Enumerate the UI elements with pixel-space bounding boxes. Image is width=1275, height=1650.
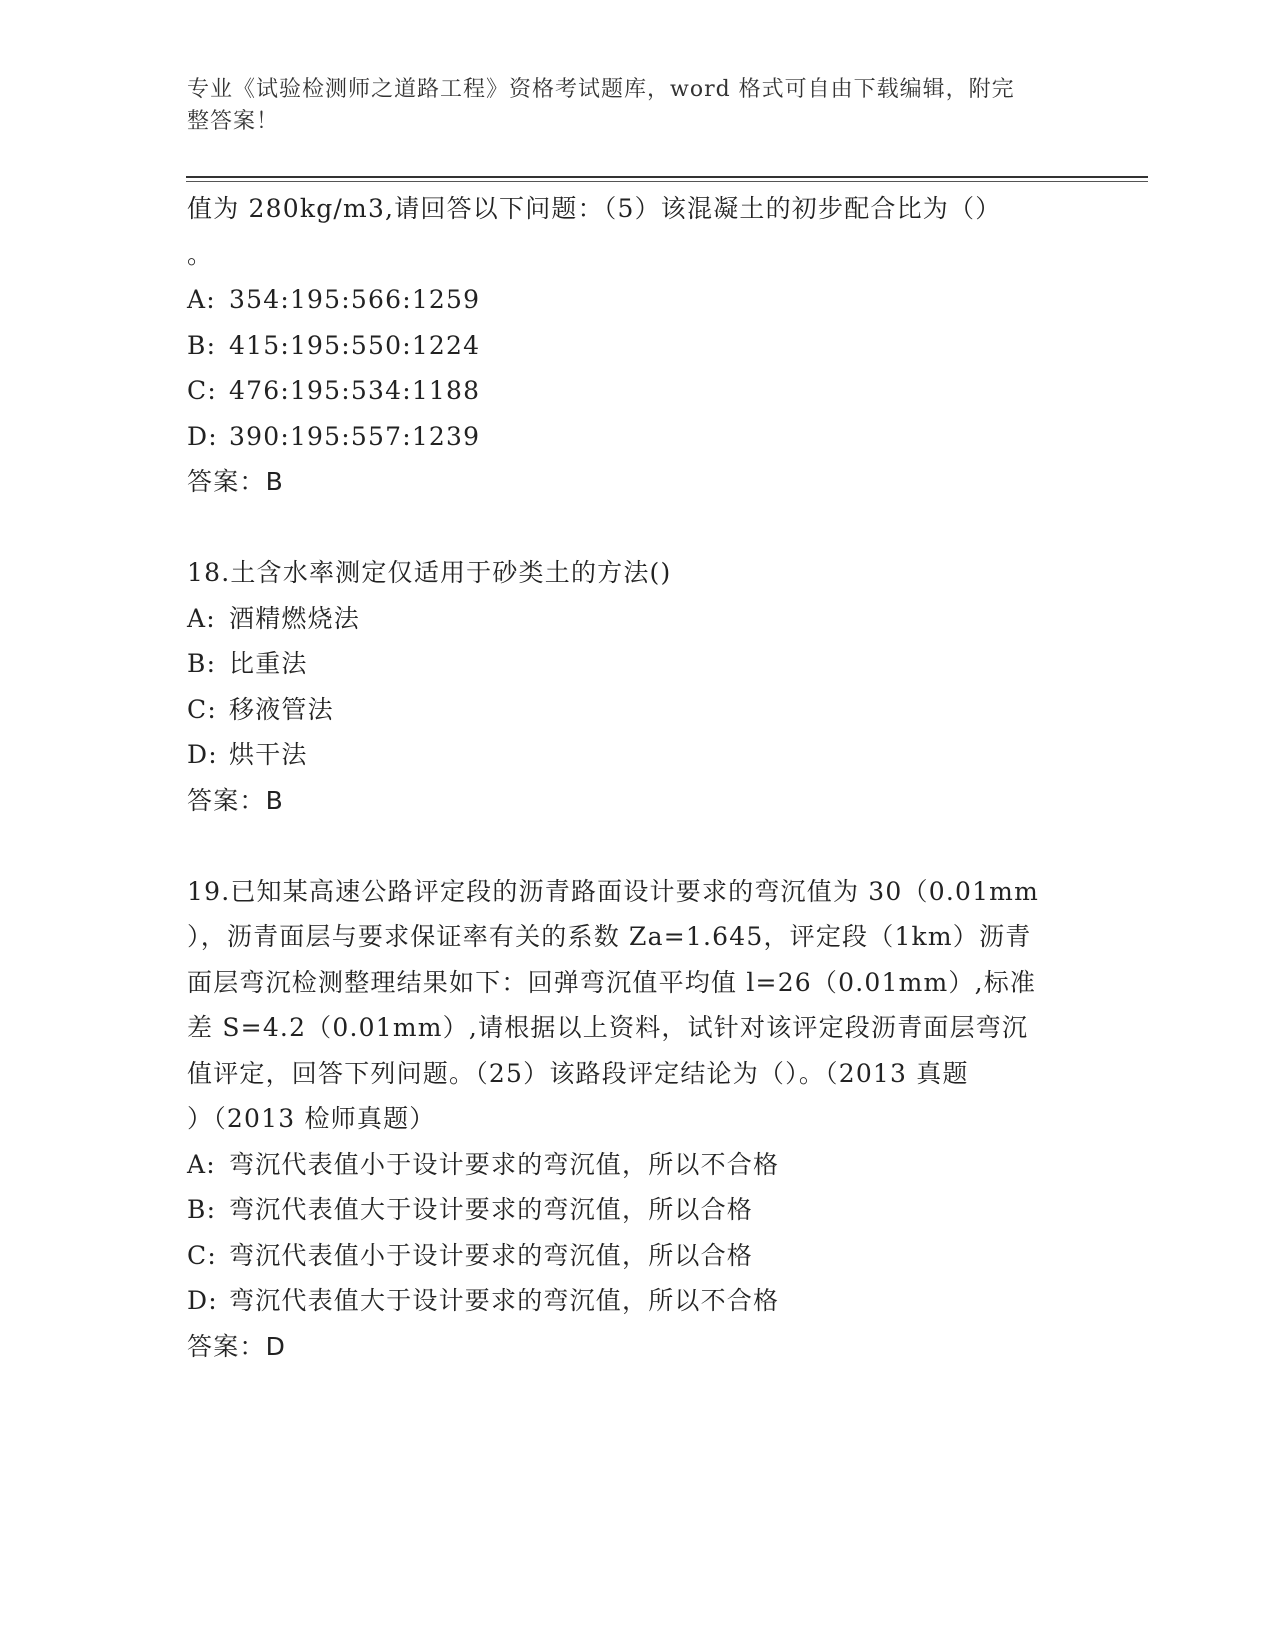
- question-19: [187, 869, 1087, 1370]
- option-key: B:: [187, 1195, 217, 1224]
- option-key: C:: [187, 694, 217, 724]
- option-key: C:: [187, 376, 217, 405]
- option-b: [187, 323, 1087, 369]
- option-key: A:: [187, 285, 216, 314]
- option-text: 移液管法: [229, 694, 334, 724]
- question-text-line: 值为 280kg/m3,请回答以下问题：（5）该混凝土的初步配合比为（）: [187, 194, 1002, 223]
- question-text-line: 18.土含水率测定仅适用于砂类土的方法(): [187, 558, 672, 587]
- question-text-line: 面层弯沉检测整理结果如下：回弹弯沉值平均值 l=26（0.01mm）,标准: [187, 967, 1037, 997]
- question-text-line: 差 S=4.2（0.01mm）,请根据以上资料，试针对该评定段沥青面层弯沉: [187, 1013, 1029, 1042]
- question-text-line: 19.已知某高速公路评定段的沥青路面设计要求的弯沉值为 30（0.01mm: [187, 876, 1039, 906]
- question-text-line: 值评定，回答下列问题。（25）该路段评定结论为（）。（2013 真题: [187, 1058, 969, 1088]
- option-c: [187, 368, 1087, 414]
- option-a: [187, 596, 1087, 642]
- option-d: [187, 414, 1087, 460]
- option-text: 酒精燃烧法: [229, 603, 361, 633]
- option-key: A:: [187, 603, 216, 633]
- page-header: [187, 74, 1067, 138]
- question-17: [187, 186, 1087, 505]
- option-text: 弯沉代表值小于设计要求的弯沉值，所以不合格: [229, 1149, 780, 1179]
- question-text-line: ），沥青面层与要求保证率有关的系数 Za=1.645，评定段（1km）沥青: [187, 922, 1032, 951]
- option-key: C:: [187, 1240, 217, 1270]
- spacer: [187, 823, 1087, 869]
- option-text: 390:195:557:1239: [229, 421, 481, 451]
- option-text: 弯沉代表值大于设计要求的弯沉值，所以不合格: [229, 1286, 780, 1315]
- option-c: [187, 1233, 1087, 1279]
- option-text: 415:195:550:1224: [229, 330, 481, 360]
- header-divider-thin: [186, 181, 1148, 182]
- answer-line: 答案：B: [187, 467, 284, 496]
- option-text: 弯沉代表值大于设计要求的弯沉值，所以合格: [229, 1195, 754, 1224]
- option-a: [187, 277, 1087, 323]
- option-text: 烘干法: [229, 740, 308, 769]
- option-key: D:: [187, 1286, 218, 1315]
- question-text-line: 。: [187, 239, 214, 269]
- answer-line: 答案：D: [187, 1331, 287, 1361]
- option-key: B:: [187, 330, 217, 360]
- question-18: [187, 550, 1087, 823]
- spacer: [187, 505, 1087, 551]
- question-text-line: ）（2013 检师真题）: [187, 1104, 436, 1133]
- option-c: [187, 687, 1087, 733]
- option-b: [187, 1187, 1087, 1233]
- option-text: 比重法: [229, 649, 308, 678]
- option-key: D:: [187, 740, 218, 769]
- option-text: 476:195:534:1188: [229, 376, 481, 405]
- option-text: 354:195:566:1259: [229, 285, 481, 314]
- header-line-2: 整答案！: [187, 109, 280, 134]
- option-key: B:: [187, 649, 217, 678]
- header-line-1: 专业《试验检测师之道路工程》资格考试题库，word 格式可自由下载编辑，附完: [187, 77, 1015, 102]
- option-text: 弯沉代表值小于设计要求的弯沉值，所以合格: [229, 1240, 754, 1270]
- option-d: [187, 1278, 1087, 1324]
- answer-line: 答案：B: [187, 785, 284, 815]
- header-divider-thick: [186, 176, 1148, 178]
- option-a: [187, 1142, 1087, 1188]
- option-d: [187, 732, 1087, 778]
- option-key: A:: [187, 1149, 216, 1179]
- option-key: D:: [187, 421, 218, 451]
- option-b: [187, 641, 1087, 687]
- question-content: [187, 186, 1087, 1369]
